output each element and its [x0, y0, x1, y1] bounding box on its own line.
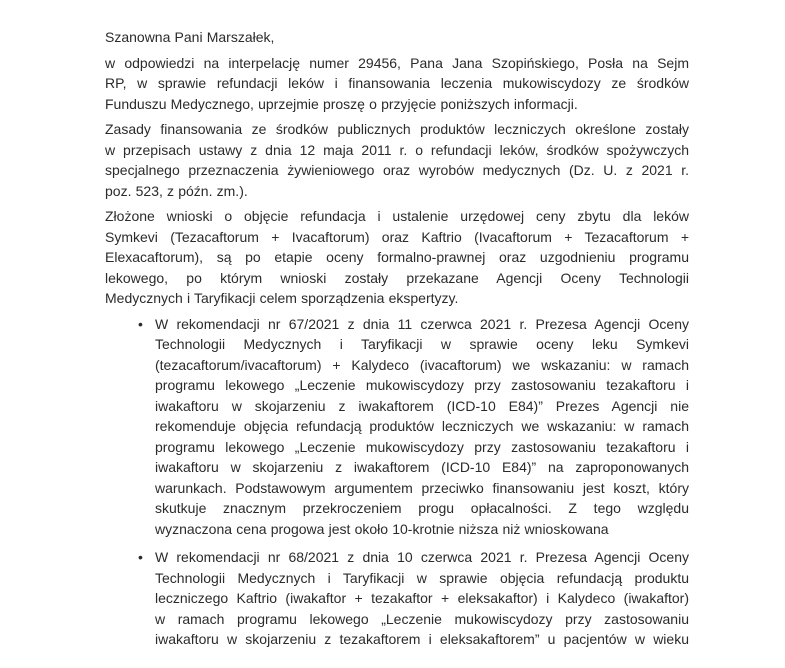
- text-line: Symkevi (Tezacaftorum + Ivacaftorum) oraz Kaftrio (Ivacaftorum + Tezacaftorum +: [105, 228, 689, 245]
- text-line: W rekomendacji nr 67/2021 z dnia 11 czerwca 2021 r. Prezesa Agencji Oceny: [155, 315, 689, 332]
- bullet-recommendation-68-2021: [105, 547, 689, 650]
- text-line: programu lekowego „Leczenie mukowiscydozy przy zastosowaniu tezakaftoru i: [155, 438, 689, 455]
- text-line: poz. 523, z późn. zm.).: [105, 182, 248, 199]
- text-line: lekowego, po którym wnioski zostały przekazane Agencji Oceny Technologii: [105, 269, 689, 286]
- text-line: leczniczego Kaftrio (iwakaftor + tezakaftor + eleksakaftor) i Kalydeco (iwakaftor): [155, 590, 689, 606]
- text-line: (tezacaftorum/ivacaftorum) + Kalydeco (ivacaftorum) we wskazaniu: w ramach: [155, 356, 689, 373]
- text-line: w przepisach ustawy z dnia 12 maja 2011 r. o refundacji leków, środków spożywczych: [105, 141, 689, 158]
- text-line: W rekomendacji nr 68/2021 z dnia 10 czerwca 2021 r. Prezesa Agencji Oceny: [155, 549, 689, 565]
- salutation: [105, 27, 689, 48]
- text-line: iwakaftoru w skojarzeniu z tezakaftorem i eleksakaftorem” u pacjentów w wieku: [155, 631, 689, 647]
- text-line: Technologii Medycznych i Taryfikacji w sprawie objęcia refundacją produktu: [155, 569, 689, 586]
- text-line: warunkach. Podstawowym argumentem przeciwko finansowaniu jest koszt, który: [155, 479, 689, 496]
- salutation-text: Szanowna Pani Marszałek,: [105, 29, 275, 45]
- recommendation-list: [105, 314, 689, 650]
- paragraph-legal-basis: [105, 119, 689, 201]
- bullet-recommendation-67-2021: [105, 314, 689, 540]
- text-line: Elexacaftorum), są po etapie oceny formalno-prawnej oraz uzgodnieniu programu: [105, 249, 689, 265]
- text-line: Zasady finansowania ze środków publicznych produktów leczniczych określone zostały: [105, 121, 689, 137]
- letter-paragraphs: [105, 53, 689, 309]
- text-line: rekomenduje objęcia refundacją produktów leczniczych we wskazaniu: w ramach: [155, 418, 689, 434]
- text-line: programu lekowego „Leczenie mukowiscydozy przy zastosowaniu tezakaftoru i: [155, 377, 689, 393]
- text-line: Funduszu Medycznego, uprzejmie proszę o przyjęcie poniższych informacji.: [105, 95, 578, 112]
- text-line: Medycznych i Taryfikacji celem sporządzenia ekspertyzy.: [105, 290, 459, 306]
- bullet-marker-icon: •: [138, 315, 143, 332]
- text-line: RP, w sprawie refundacji leków i finansowania leczenia mukowiscydozy ze środków: [105, 75, 689, 91]
- text-line: iwakaftoru w skojarzeniu z iwakaftorem (ICD-10 E84)” na zaproponowanych: [155, 459, 689, 475]
- text-line: w odpowiedzi na interpelację numer 29456, Pana Jana Szopińskiego, Posła na Sejm: [105, 54, 689, 71]
- text-line: iwakaftoru w skojarzeniu z iwakaftorem (ICD-10 E84)” Prezes Agencji nie: [155, 397, 689, 414]
- bullet-marker-icon: •: [138, 549, 143, 565]
- text-line: Złożone wnioski o objęcie refundacja i ustalenie urzędowej ceny zbytu dla leków: [105, 208, 689, 224]
- paragraph-intro: [105, 53, 689, 115]
- text-line: w ramach programu lekowego „Leczenie mukowiscydozy przy zastosowaniu: [155, 610, 689, 627]
- text-line: wyznaczona cena progowa jest około 10-krotnie niższa niż wnioskowana: [155, 520, 609, 537]
- text-line: specjalnego przeznaczenia żywieniowego oraz wyrobów medycznych (Dz. U. z 2021 r.: [105, 162, 689, 178]
- text-line: Technologii Medycznych i Taryfikacji w sprawie oceny leku Symkevi: [155, 336, 689, 352]
- paragraph-applications-status: [105, 206, 689, 309]
- letter-body: [105, 27, 689, 658]
- text-line: skutkuje znacznym przekroczeniem progu opłacalności. Z tego względu: [155, 500, 689, 516]
